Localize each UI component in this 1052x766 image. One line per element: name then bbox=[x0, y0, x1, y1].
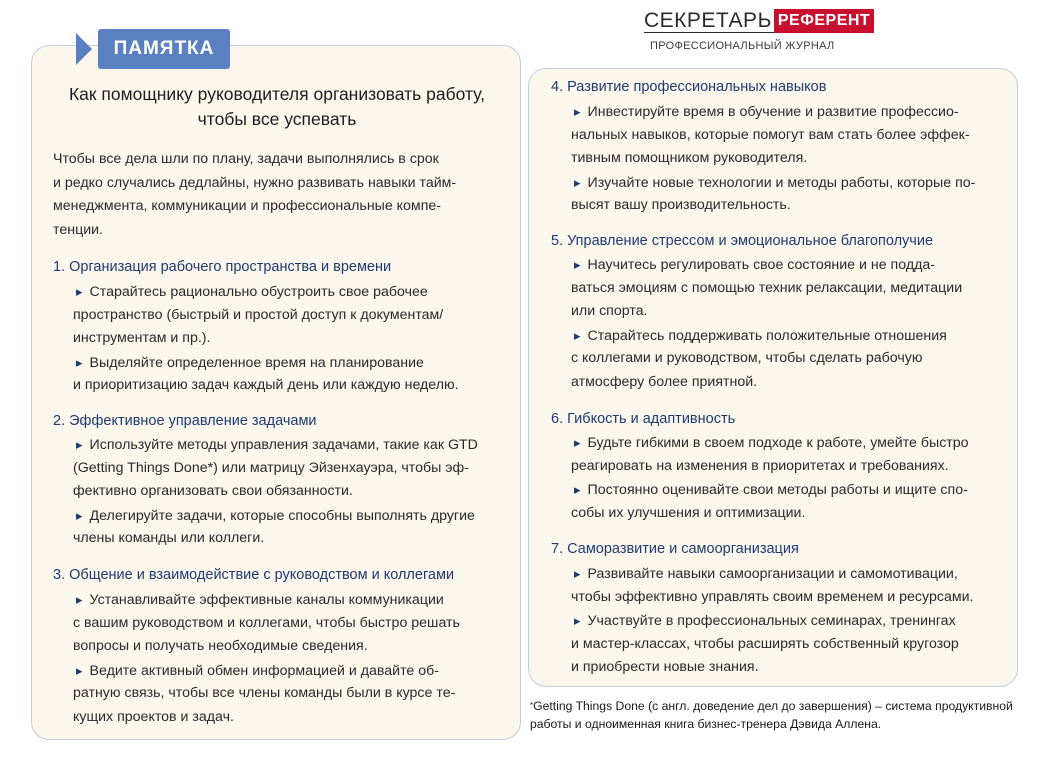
footnote bbox=[530, 697, 1030, 733]
section-heading-1: 1. Организация рабочего пространства и времени bbox=[53, 259, 392, 275]
text-line: кущих проектов и задач. bbox=[73, 708, 234, 725]
text-line: вопросы и получать необходимые сведения. bbox=[73, 638, 368, 655]
logo-accent-text: РЕФЕРЕНТ bbox=[774, 9, 874, 33]
bullet-line: ▸ Научитесь регулировать свое состояние и не подда- bbox=[574, 253, 962, 277]
text-line: инструментам и пр.). bbox=[73, 330, 211, 347]
text-line: пространство (быстрый и простой доступ к документам/ bbox=[73, 306, 444, 323]
intro-line: менеджмента, коммуникации и профессиональные компе- bbox=[53, 198, 441, 215]
section-heading-4: 4. Развитие профессиональных навыков bbox=[551, 79, 827, 95]
text-line: и приоритизацию задач каждый день или каждую неделю. bbox=[73, 377, 459, 394]
bullet-line: ▸ Делегируйте задачи, которые способны выполнять другие bbox=[76, 504, 478, 528]
logo-subtitle: ПРОФЕССИОНАЛЬНЫЙ ЖУРНАЛ bbox=[650, 40, 835, 52]
section-body-3 bbox=[73, 588, 460, 730]
section-heading-7: 7. Саморазвитие и самоорганизация bbox=[551, 541, 799, 557]
section-heading-3: 3. Общение и взаимодействие с руководством и коллегами bbox=[53, 567, 455, 583]
bullet-line: ▸ Устанавливайте эффективные каналы коммуникации bbox=[76, 588, 460, 612]
text-line: тивным помощником руководителя. bbox=[571, 150, 808, 167]
text-line: ваться эмоциям с помощью техник релаксации, медитации bbox=[571, 279, 963, 296]
bullet-line: ▸ Старайтесь поддерживать положительные отношения bbox=[574, 324, 962, 348]
bullet-line: ▸ Постоянно оценивайте свои методы работы и ищите спо- bbox=[574, 478, 969, 502]
section-heading-6: 6. Гибкость и адаптивность bbox=[551, 411, 736, 427]
text-line: нальных навыков, которые помогут вам стать более эффек- bbox=[571, 126, 970, 143]
bullet-line: ▸ Инвестируйте время в обучение и развитие профессио- bbox=[574, 100, 975, 124]
text-line: чтобы эффективно управлять своим временем и ресурсами. bbox=[571, 588, 974, 605]
section-body-5 bbox=[571, 253, 963, 395]
text-line: фективно организовать свои обязанности. bbox=[73, 483, 353, 500]
bullet-line: ▸ Ведите активный обмен информацией и давайте об- bbox=[76, 659, 460, 683]
intro-line: Чтобы все дела шли по плану, задачи выполнялись в срок bbox=[53, 151, 439, 167]
section-heading-5: 5. Управление стрессом и эмоциональное благополучие bbox=[551, 233, 934, 249]
text-line: с коллегами и руководством, чтобы сделать рабочую bbox=[571, 350, 923, 367]
intro-paragraph bbox=[53, 148, 456, 242]
footnote-line: работы и одноименная книга бизнес-тренера Дэвида Аллена. bbox=[530, 717, 882, 731]
text-line: высят вашу производительность. bbox=[571, 197, 791, 214]
section-body-4 bbox=[571, 100, 976, 218]
footnote-line: Getting Things Done (с англ. доведение дел до завершения) – система продуктивной bbox=[533, 699, 1013, 713]
memo-badge: ПАМЯТКА bbox=[98, 29, 230, 69]
footnote-mark: * bbox=[530, 701, 534, 710]
text-line: и мастер-классах, чтобы расширять собственный кругозор bbox=[571, 635, 959, 652]
section-body-1 bbox=[73, 280, 459, 398]
text-line: (Getting Things Done*) или матрицу Эйзенхауэра, чтобы эф- bbox=[73, 459, 469, 476]
bullet-line: ▸ Участвуйте в профессиональных семинарах, тренингах bbox=[574, 609, 973, 633]
bullet-line: ▸ Старайтесь рационально обустроить свое рабочее bbox=[76, 280, 459, 304]
title-line: Как помощнику руководителя организовать работу, bbox=[68, 84, 486, 104]
bullet-line: ▸ Выделяйте определенное время на планирование bbox=[76, 351, 459, 375]
intro-line: и редко случались дедлайны, нужно развивать навыки тайм- bbox=[53, 174, 457, 191]
section-heading-2: 2. Эффективное управление задачами bbox=[53, 413, 317, 429]
text-line: или спорта. bbox=[571, 303, 648, 320]
text-line: с вашим руководством и коллегами, чтобы быстро решать bbox=[73, 614, 460, 631]
bullet-line: ▸ Будьте гибкими в своем подходе к работе, умейте быстро bbox=[574, 431, 969, 455]
section-body-6 bbox=[571, 431, 969, 525]
bullet-line: ▸ Используйте методы управления задачами, такие как GTD bbox=[76, 433, 478, 457]
text-line: атмосферу более приятной. bbox=[571, 373, 758, 390]
text-line: ратную связь, чтобы все члены команды были в курсе те- bbox=[73, 685, 456, 702]
page-title bbox=[40, 82, 514, 132]
section-body-2 bbox=[73, 433, 478, 551]
text-line: реагировать на изменения в приоритетах и требованиях. bbox=[571, 457, 949, 474]
journal-logo bbox=[644, 9, 871, 61]
badge-arrow-icon bbox=[76, 33, 92, 65]
text-line: собы их улучшения и оптимизации. bbox=[571, 504, 806, 521]
bullet-line: ▸ Развивайте навыки самоорганизации и самомотивации, bbox=[574, 562, 973, 586]
section-body-7 bbox=[571, 562, 974, 680]
bullet-line: ▸ Изучайте новые технологии и методы работы, которые по- bbox=[574, 171, 975, 195]
text-line: и приобрести новые знания. bbox=[571, 659, 759, 676]
logo-main-text: СЕКРЕТАРЬ bbox=[644, 9, 772, 32]
text-line: члены команды или коллеги. bbox=[73, 530, 265, 547]
intro-line: тенции. bbox=[53, 221, 103, 238]
title-line: чтобы все успевать bbox=[197, 109, 357, 129]
